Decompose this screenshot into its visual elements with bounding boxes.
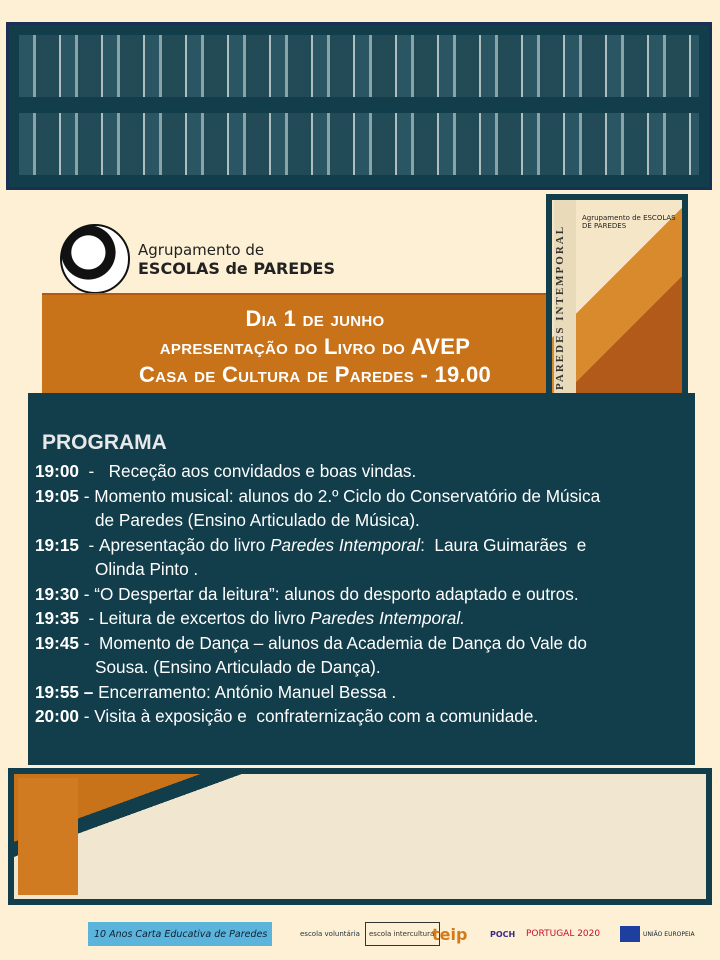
program-text: Visita à exposição e confraternização com a comunidade. <box>94 706 539 726</box>
event-location: Casa de Cultura de Paredes - 19.00 <box>138 362 492 387</box>
school-logo <box>60 224 335 294</box>
poch-logo: POCH <box>490 929 516 939</box>
program-item <box>35 484 600 509</box>
program-panel <box>28 393 695 765</box>
school-name-line2: ESCOLAS de PAREDES <box>138 258 335 278</box>
program-time: 19:30 <box>35 583 79 604</box>
program-time: 19:45 <box>35 632 79 653</box>
program-time: 19:35 <box>35 608 79 628</box>
program-time: 19:05 <box>35 485 79 506</box>
program-text-after: : Laura Guimarães e <box>420 534 587 555</box>
program-time: 19:55 – <box>35 681 94 702</box>
program-item <box>35 704 600 729</box>
program-text: Leitura de excertos do livro <box>99 608 311 628</box>
program-time: 19:00 <box>35 461 79 481</box>
program-item <box>35 459 600 484</box>
bottom-banner-illustration <box>8 768 712 905</box>
program-sep: - <box>78 461 109 481</box>
program-sep: - <box>78 534 100 555</box>
escola-voluntaria-logo: escola voluntária <box>300 930 360 938</box>
program-item <box>35 680 600 705</box>
program-item <box>35 582 600 607</box>
escola-intercultural-logo: escola intercultural <box>365 922 440 946</box>
program-sep: - <box>78 706 95 726</box>
program-text: Momento musical: alunos do 2.º Ciclo do Conservatório de Música <box>94 485 601 506</box>
book-spine-title: PAREDES INTEMPORAL <box>554 200 576 414</box>
teip-logo: teip <box>432 924 468 944</box>
event-title: apresentação do Livro do AVEP <box>159 334 471 359</box>
school-name-line1: Agrupamento de <box>138 240 265 259</box>
event-date: Dia 1 de junho <box>245 306 385 331</box>
top-banner-illustration <box>6 22 712 190</box>
program-text: Apresentação do livro <box>99 534 271 555</box>
program-item <box>35 606 600 631</box>
globe-icon <box>60 224 130 294</box>
sponsor-logos <box>0 922 720 948</box>
program-title: PROGRAMA <box>42 431 167 454</box>
program-item <box>35 631 600 656</box>
book-title-text: Paredes Intemporal. <box>310 608 465 628</box>
program-text: “O Despertar da leitura”: alunos do desporto adaptado e outros. <box>94 583 579 604</box>
program-time: 20:00 <box>35 706 79 726</box>
book-cover <box>546 194 688 420</box>
program-sep: - <box>78 485 95 506</box>
program-sep: - <box>78 608 100 628</box>
program-item <box>35 533 600 558</box>
eu-logo: UNIÃO EUROPEIA <box>620 922 695 946</box>
program-item-continuation: Olinda Pinto . <box>95 559 199 579</box>
program-item-continuation: de Paredes (Ensino Articulado de Música). <box>95 510 420 530</box>
carta-educativa-logo: 10 Anos Carta Educativa de Paredes <box>88 922 272 946</box>
program-text: Receção aos convidados e boas vindas. <box>108 461 417 481</box>
program-text: Momento de Dança – alunos da Academia de Dança do Vale do <box>99 632 587 653</box>
book-publisher: Agrupamento de ESCOLAS DE PAREDES <box>582 214 676 230</box>
program-text: Encerramento: António Manuel Bessa . <box>98 681 397 702</box>
event-header <box>42 293 548 393</box>
program-sep: - <box>78 583 95 604</box>
program-sep: - <box>78 632 100 653</box>
program-item-continuation: Sousa. (Ensino Articulado de Dança). <box>95 657 381 677</box>
book-title-text: Paredes Intemporal <box>270 534 421 555</box>
program-time: 19:15 <box>35 534 79 555</box>
portugal-2020-logo: PORTUGAL 2020 <box>526 929 601 939</box>
